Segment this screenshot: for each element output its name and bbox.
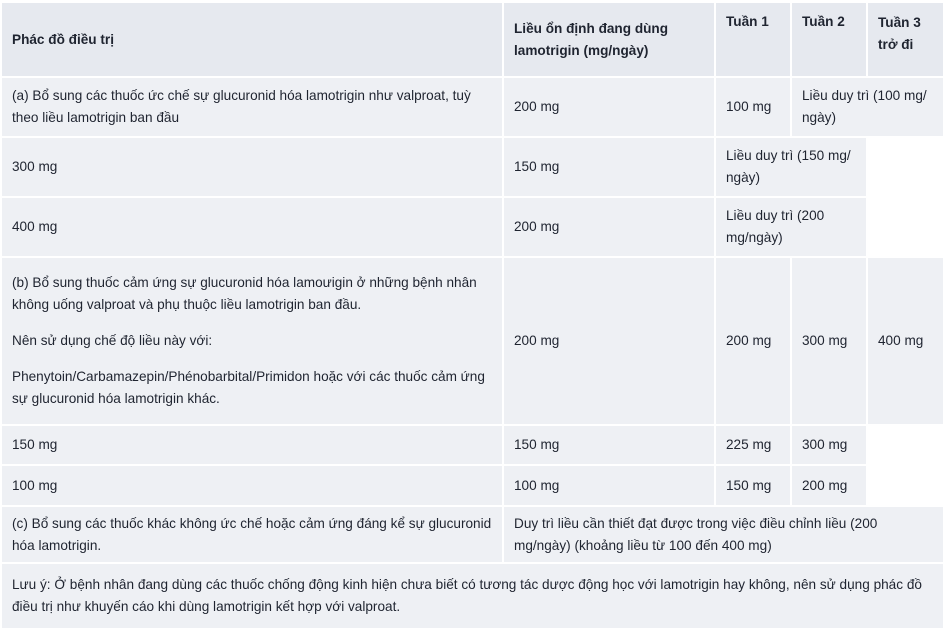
row-b3-week1 — [716, 466, 790, 505]
row-a-week2-onward — [792, 78, 943, 136]
row-a-week2-onward-text: Liều duy trì (100 mg/ ngày) — [802, 88, 927, 125]
row-b3-stable-dose — [504, 466, 714, 505]
row-b-regimen-usage: Nên sử dụng chế độ liều này với: — [12, 333, 213, 348]
row-b-week2-text: 300 mg — [802, 333, 848, 348]
header-week2-label: Tuần 2 — [802, 14, 845, 29]
header-week1-label: Tuần 1 — [726, 14, 769, 29]
row-c-regimen-text: (c) Bổ sung các thuốc khác không ức chế hoặc cảm ứng đáng kể sự glucuronid hóa lamotrigin. — [12, 515, 492, 553]
row-b3-week2-text: 200 mg — [802, 477, 848, 493]
row-b3-week1-text: 150 mg — [726, 477, 772, 493]
row-c-dose-note-text: Duy trì liều cần thiết đạt được trong việc điều chỉnh liều (200 mg/ngày) (khoảng liều từ 100 đến 400 mg) — [514, 515, 878, 553]
row-a2-stable-dose-text: 150 mg — [514, 159, 560, 174]
row-a-regimen-text: (a) Bổ sung các thuốc ức chế sự glucuronid hóa lamotrigin như valproat, tuỳ theo liều lamotrigin ban đầu — [12, 88, 471, 125]
row-b2-regimen-text: 150 mg — [12, 437, 58, 452]
row-a-stable-dose — [504, 78, 714, 136]
row-a3-week1-onward — [716, 198, 866, 256]
header-week2 — [792, 3, 866, 76]
header-stable-dose-label: Liều ổn định đang dùng lamotrigin (mg/ngày) — [514, 20, 669, 58]
row-b-regimen-drugs: Phenytoin/Carbamazepin/Phénobarbital/Primidon hoặc với các thuốc cảm ứng sự glucuronid hóa lamotrigin khác. — [12, 369, 485, 406]
row-a3-regimen — [2, 198, 502, 256]
row-b-week3-text: 400 mg — [878, 333, 924, 348]
row-b2-week1-text: 225 mg — [726, 437, 772, 452]
row-a2-regimen — [2, 138, 502, 196]
row-a2-week1-onward — [716, 138, 866, 196]
row-b2-week2-text: 300 mg — [802, 437, 848, 452]
row-b2-stable-dose-text: 150 mg — [514, 437, 560, 452]
row-b-week2 — [792, 258, 866, 424]
header-week3 — [868, 3, 943, 76]
row-a3-week1-onward-text: Liều duy trì (200 mg/ngày) — [726, 208, 825, 245]
row-a-week1-text: 100 mg — [726, 99, 772, 114]
header-week1 — [716, 3, 790, 76]
row-a2-stable-dose — [504, 138, 714, 196]
row-a3-empty — [868, 198, 943, 256]
row-b2-regimen — [2, 426, 502, 464]
row-b2-stable-dose — [504, 426, 714, 464]
footnote-text: Lưu ý: Ở bệnh nhân đang dùng các thuốc chống động kinh hiện chưa biết có tương tác dược động học với lamotrigin hay không, nên sử dụng phác đồ điều trị như khuyến cáo khi dùng lamotrigin kết hợp với valproat. — [12, 577, 922, 614]
row-a3-regimen-text: 400 mg — [12, 219, 58, 234]
row-a3-stable-dose — [504, 198, 714, 256]
row-b-week1-text: 200 mg — [726, 333, 772, 348]
row-b-stable-dose — [504, 258, 714, 424]
row-b2-week2 — [792, 426, 866, 464]
row-a-week1 — [716, 78, 790, 136]
row-b2-week1 — [716, 426, 790, 464]
footnote — [2, 564, 943, 628]
row-b3-regimen-text: 100 mg — [12, 477, 58, 493]
header-regimen — [2, 3, 502, 76]
row-a-stable-dose-text: 200 mg — [514, 99, 560, 114]
row-a2-regimen-text: 300 mg — [12, 159, 58, 174]
row-b-regimen — [2, 258, 502, 424]
header-week3-label: Tuần 3 trở đi — [878, 15, 921, 52]
row-b3-empty — [868, 466, 943, 505]
row-a2-empty — [868, 138, 943, 196]
row-c-dose-note — [504, 507, 943, 562]
row-a-regimen — [2, 78, 502, 136]
row-b-regimen-intro: (b) Bổ sung thuốc cảm ứng sự glucuronid hóa lamoưigin ở những bệnh nhân không uống valproat và phụ thuộc liều lamotrigin ban đầu. — [12, 275, 477, 312]
row-b3-week2 — [792, 466, 866, 505]
header-regimen-label: Phác đồ điều trị — [12, 31, 114, 47]
row-b3-regimen — [2, 466, 502, 505]
header-stable-dose — [504, 3, 714, 76]
row-b3-stable-dose-text: 100 mg — [514, 477, 560, 493]
row-c-regimen — [2, 507, 502, 562]
row-b-week3 — [868, 258, 943, 424]
row-a3-stable-dose-text: 200 mg — [514, 219, 560, 234]
row-b-stable-dose-text: 200 mg — [514, 333, 560, 348]
row-b2-empty — [868, 426, 943, 464]
row-a2-week1-onward-text: Liều duy trì (150 mg/ ngày) — [726, 148, 851, 185]
row-b-week1 — [716, 258, 790, 424]
dosing-table — [2, 3, 943, 612]
